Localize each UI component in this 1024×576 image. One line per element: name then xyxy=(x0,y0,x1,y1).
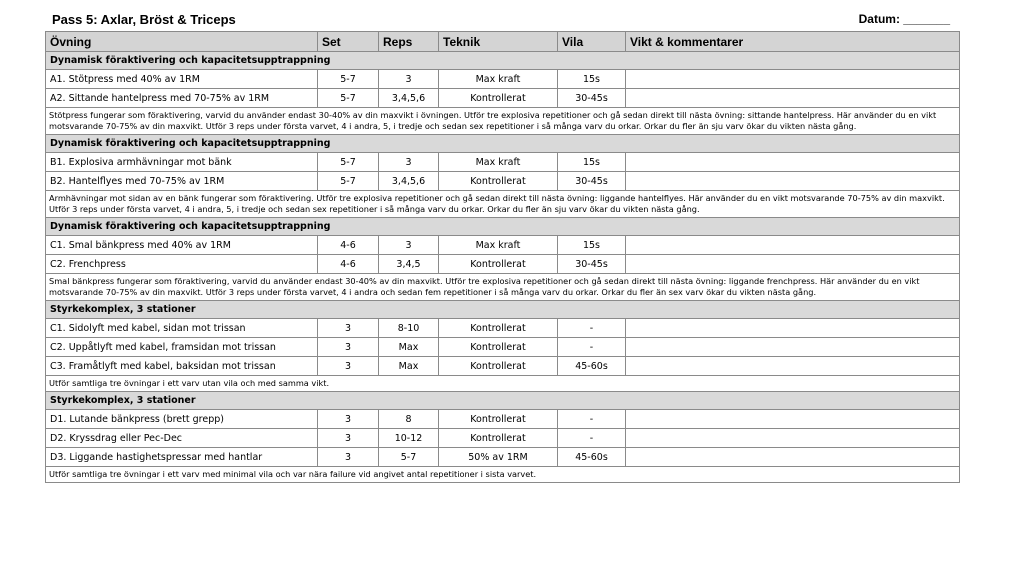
note-row xyxy=(46,467,960,483)
table-row xyxy=(46,410,960,429)
set-cell: 3 xyxy=(318,429,379,448)
table-row xyxy=(46,319,960,338)
set-cell: 5-7 xyxy=(318,89,379,108)
section-note: Stötpress fungerar som föraktivering, varvid du använder endast 30-40% av din maxvikt i övningen. Utför tre explosiva repetitioner och gå sedan direkt till nästa övning: sittande hantelpress. Här använder du en vikt motsvarande 70-75% av din maxvikt. Utför 3 reps under första varvet, 4 i andra, 5, i tredje och sedan sex repetitioner i så många varv du orkar. Orkar du fler än sju varv ökar du vikten nästa gång. xyxy=(46,108,960,135)
note-row xyxy=(46,274,960,301)
exercise-name: A1. Stötpress med 40% av 1RM xyxy=(46,70,318,89)
exercise-name: C3. Framåtlyft med kabel, baksidan mot trissan xyxy=(46,357,318,376)
exercise-name: C1. Smal bänkpress med 40% av 1RM xyxy=(46,236,318,255)
vikt-cell xyxy=(626,153,960,172)
teknik-cell: Kontrollerat xyxy=(439,319,558,338)
set-cell: 4-6 xyxy=(318,236,379,255)
table-row xyxy=(46,338,960,357)
set-cell: 4-6 xyxy=(318,255,379,274)
table-body xyxy=(46,52,960,483)
teknik-cell: Kontrollerat xyxy=(439,172,558,191)
section-header xyxy=(46,52,960,70)
teknik-cell: Kontrollerat xyxy=(439,410,558,429)
vila-cell: 15s xyxy=(558,70,626,89)
section-note: Armhävningar mot sidan av en bänk fungerar som föraktivering. Utför tre explosiva repetitioner och gå sedan direkt till nästa övning: liggande hantelflyes. Här använder du en vikt motsvarande 70-75% av din maxvikt. Utför 3 reps under första varvet, 4 i andra, 5, i tredje och sedan sex repetitioner i så många varv du orkar. Orkar du fler än sju varv ökar du vikten nästa gång. xyxy=(46,191,960,218)
vila-cell: 30-45s xyxy=(558,255,626,274)
exercise-name: A2. Sittande hantelpress med 70-75% av 1RM xyxy=(46,89,318,108)
reps-cell: 8-10 xyxy=(379,319,439,338)
vila-cell: 15s xyxy=(558,153,626,172)
exercise-name: D3. Liggande hastighetspressar med hantlar xyxy=(46,448,318,467)
teknik-cell: Kontrollerat xyxy=(439,429,558,448)
vikt-cell xyxy=(626,410,960,429)
table-header-row xyxy=(46,32,960,52)
set-cell: 3 xyxy=(318,357,379,376)
section-note: Utför samtliga tre övningar i ett varv med minimal vila och var nära failure vid angivet antal repetitioner i sista varvet. xyxy=(46,467,960,483)
table-row xyxy=(46,255,960,274)
table-row xyxy=(46,172,960,191)
vikt-cell xyxy=(626,429,960,448)
page-title: Pass 5: Axlar, Bröst & Triceps xyxy=(52,12,236,27)
exercise-name: C2. Frenchpress xyxy=(46,255,318,274)
set-cell: 3 xyxy=(318,448,379,467)
exercise-name: C2. Uppåtlyft med kabel, framsidan mot trissan xyxy=(46,338,318,357)
set-cell: 5-7 xyxy=(318,153,379,172)
section-title: Styrkekomplex, 3 stationer xyxy=(46,392,960,410)
reps-cell: Max xyxy=(379,338,439,357)
section-header xyxy=(46,135,960,153)
reps-cell: 10-12 xyxy=(379,429,439,448)
section-title: Dynamisk föraktivering och kapacitetsupptrappning xyxy=(46,218,960,236)
table-row xyxy=(46,89,960,108)
table-row xyxy=(46,236,960,255)
set-cell: 3 xyxy=(318,410,379,429)
note-row xyxy=(46,191,960,218)
exercise-name: D2. Kryssdrag eller Pec-Dec xyxy=(46,429,318,448)
exercise-name: C1. Sidolyft med kabel, sidan mot trissan xyxy=(46,319,318,338)
vikt-cell xyxy=(626,255,960,274)
set-cell: 3 xyxy=(318,338,379,357)
reps-cell: 3 xyxy=(379,70,439,89)
table-row xyxy=(46,70,960,89)
reps-cell: 3,4,5,6 xyxy=(379,89,439,108)
section-header xyxy=(46,218,960,236)
set-cell: 5-7 xyxy=(318,172,379,191)
reps-cell: 8 xyxy=(379,410,439,429)
reps-cell: 5-7 xyxy=(379,448,439,467)
set-cell: 5-7 xyxy=(318,70,379,89)
teknik-cell: Max kraft xyxy=(439,153,558,172)
vila-cell: - xyxy=(558,410,626,429)
table-row xyxy=(46,429,960,448)
workout-table xyxy=(45,31,960,483)
vikt-cell xyxy=(626,236,960,255)
reps-cell: 3,4,5 xyxy=(379,255,439,274)
vila-cell: - xyxy=(558,338,626,357)
reps-cell: Max xyxy=(379,357,439,376)
teknik-cell: Kontrollerat xyxy=(439,89,558,108)
reps-cell: 3 xyxy=(379,153,439,172)
column-header-set: Set xyxy=(318,32,379,52)
exercise-name: B2. Hantelflyes med 70-75% av 1RM xyxy=(46,172,318,191)
column-header-vikt: Vikt & kommentarer xyxy=(626,32,960,52)
section-header xyxy=(46,301,960,319)
vikt-cell xyxy=(626,70,960,89)
vila-cell: 30-45s xyxy=(558,172,626,191)
teknik-cell: Max kraft xyxy=(439,70,558,89)
section-header xyxy=(46,392,960,410)
table-row xyxy=(46,357,960,376)
table-row xyxy=(46,153,960,172)
date-field: Datum: _______ xyxy=(858,12,950,26)
teknik-cell: Kontrollerat xyxy=(439,338,558,357)
exercise-name: D1. Lutande bänkpress (brett grepp) xyxy=(46,410,318,429)
vila-cell: - xyxy=(558,429,626,448)
column-header-ovning: Övning xyxy=(46,32,318,52)
section-title: Dynamisk föraktivering och kapacitetsupptrappning xyxy=(46,135,960,153)
vikt-cell xyxy=(626,172,960,191)
vikt-cell xyxy=(626,89,960,108)
vila-cell: 45-60s xyxy=(558,448,626,467)
teknik-cell: Max kraft xyxy=(439,236,558,255)
note-row xyxy=(46,376,960,392)
column-header-vila: Vila xyxy=(558,32,626,52)
vila-cell: 45-60s xyxy=(558,357,626,376)
teknik-cell: Kontrollerat xyxy=(439,255,558,274)
vikt-cell xyxy=(626,357,960,376)
vikt-cell xyxy=(626,448,960,467)
vila-cell: 30-45s xyxy=(558,89,626,108)
reps-cell: 3 xyxy=(379,236,439,255)
column-header-reps: Reps xyxy=(379,32,439,52)
table-row xyxy=(46,448,960,467)
set-cell: 3 xyxy=(318,319,379,338)
vila-cell: 15s xyxy=(558,236,626,255)
section-title: Dynamisk föraktivering och kapacitetsupptrappning xyxy=(46,52,960,70)
vikt-cell xyxy=(626,338,960,357)
teknik-cell: 50% av 1RM xyxy=(439,448,558,467)
section-note: Utför samtliga tre övningar i ett varv utan vila och med samma vikt. xyxy=(46,376,960,392)
teknik-cell: Kontrollerat xyxy=(439,357,558,376)
note-row xyxy=(46,108,960,135)
exercise-name: B1. Explosiva armhävningar mot bänk xyxy=(46,153,318,172)
vila-cell: - xyxy=(558,319,626,338)
section-note: Smal bänkpress fungerar som föraktivering, varvid du använder endast 30-40% av din maxvikt. Utför tre explosiva repetitioner och gå sedan direkt till nästa övning: liggande frenchpress. Här använder du en vikt motsvarande 70-75% av din maxvikt. Utför 3 reps under första varvet, 4 i andra och sedan fem repetitioner i så många varv du orkar. Orkar du fler än sex varv ökar du vikten nästa gång. xyxy=(46,274,960,301)
section-title: Styrkekomplex, 3 stationer xyxy=(46,301,960,319)
vikt-cell xyxy=(626,319,960,338)
reps-cell: 3,4,5,6 xyxy=(379,172,439,191)
column-header-teknik: Teknik xyxy=(439,32,558,52)
